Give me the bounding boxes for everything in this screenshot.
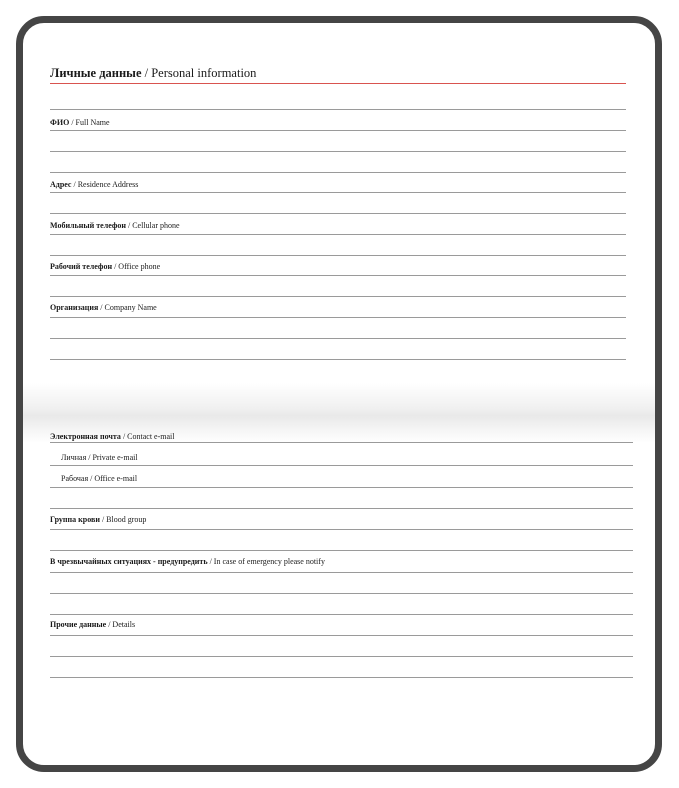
company-name-line[interactable] — [50, 317, 626, 318]
office-phone-line[interactable] — [50, 275, 626, 276]
field-label-office-email: Рабочая / Office e-mail — [61, 474, 138, 483]
field-label-ru: Рабочий телефон — [50, 262, 113, 271]
field-label-ru: Электронная почта — [50, 432, 121, 441]
field-label-en: / Office phone — [114, 262, 161, 271]
private-email-line[interactable] — [50, 465, 633, 466]
contact-email-line[interactable] — [50, 442, 633, 443]
field-label-cellular-phone — [50, 221, 180, 231]
blank-line[interactable] — [50, 151, 626, 152]
blank-line[interactable] — [50, 677, 633, 678]
field-label-en: / Residence Address — [73, 180, 139, 189]
field-label-en: / Company Name — [100, 303, 157, 312]
blank-line[interactable] — [50, 213, 626, 214]
field-label-en: / Full Name — [71, 118, 110, 127]
emergency-contact-line[interactable] — [50, 572, 633, 573]
cellular-phone-line[interactable] — [50, 234, 626, 235]
field-label-contact-email — [50, 432, 174, 442]
blood-group-line[interactable] — [50, 529, 633, 530]
office-email-line[interactable] — [50, 487, 633, 488]
field-label-ru: Организация — [50, 303, 99, 312]
blank-line[interactable] — [50, 296, 626, 297]
field-label-ru: Прочие данные — [50, 620, 107, 629]
field-label-ru: В чрезвычайных ситуациях - предупредить — [50, 557, 208, 566]
field-label-ru: Группа крови — [50, 515, 100, 524]
blank-line[interactable] — [50, 172, 626, 173]
details-line[interactable] — [50, 635, 633, 636]
field-label-company-name — [50, 303, 157, 313]
blank-line[interactable] — [50, 338, 626, 339]
blank-line[interactable] — [50, 109, 626, 110]
field-label-details — [50, 620, 135, 630]
field-label-office-phone — [50, 262, 160, 272]
full-name-line[interactable] — [50, 130, 626, 131]
blank-line[interactable] — [50, 550, 633, 551]
blank-line[interactable] — [50, 656, 633, 657]
notebook-page — [16, 16, 662, 772]
blank-line[interactable] — [50, 359, 626, 360]
field-label-private-email: Личная / Private e-mail — [61, 453, 138, 462]
blank-line[interactable] — [50, 508, 633, 509]
blank-line[interactable] — [50, 593, 633, 594]
page-title-ru: Личные данные — [50, 66, 142, 80]
field-label-address — [50, 180, 138, 190]
field-label-ru: Мобильный телефон — [50, 221, 126, 230]
field-label-blood-group — [50, 515, 146, 525]
field-label-en: / Blood group — [101, 515, 147, 524]
blank-line[interactable] — [50, 255, 626, 256]
blank-line[interactable] — [50, 614, 633, 615]
field-label-emergency-contact — [50, 557, 325, 567]
field-label-en: / In case of emergency please notify — [209, 557, 325, 566]
field-label-ru: ФИО — [50, 118, 70, 127]
field-label-en: / Details — [108, 620, 136, 629]
page-title-en: / Personal information — [144, 66, 257, 80]
field-label-en: / Cellular phone — [128, 221, 180, 230]
field-label-ru: Адрес — [50, 180, 72, 189]
field-label-en: / Contact e-mail — [122, 432, 175, 441]
page-title — [50, 66, 256, 81]
address-line[interactable] — [50, 192, 626, 193]
title-underline — [50, 83, 626, 84]
field-label-full-name — [50, 118, 110, 128]
